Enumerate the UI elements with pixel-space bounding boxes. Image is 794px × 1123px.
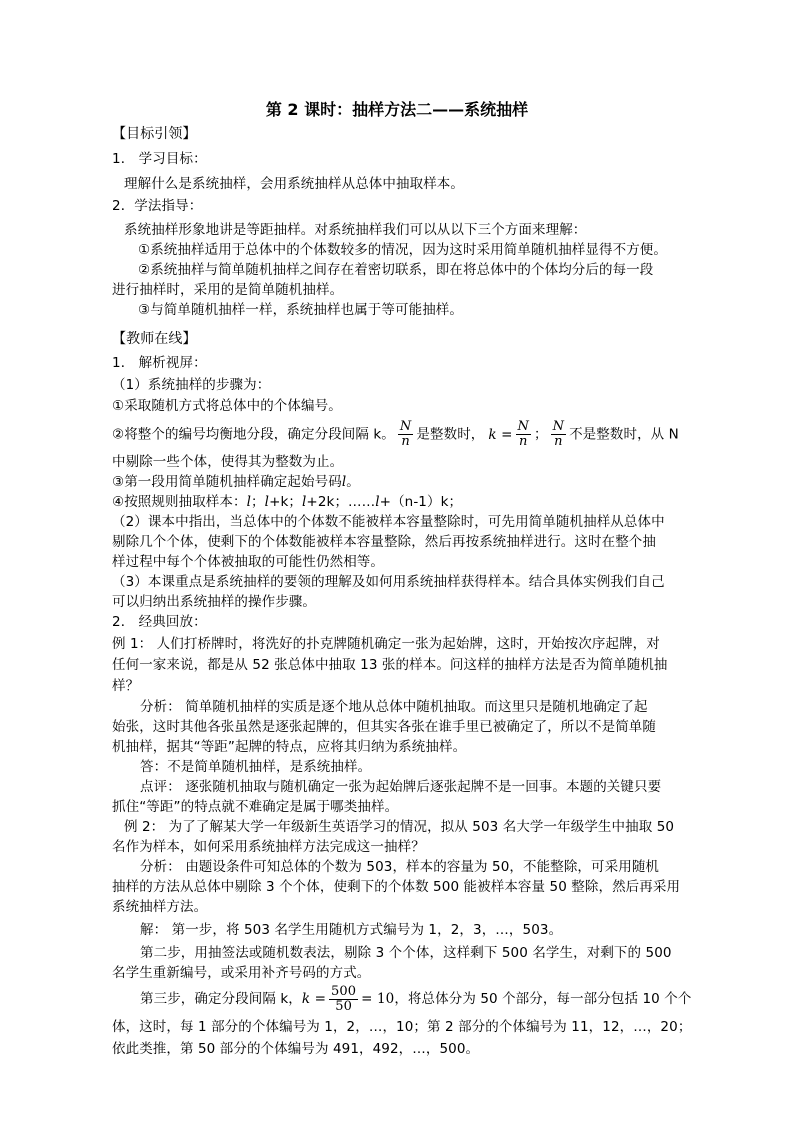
teacher-step-4: ④按照规则抽取样本：l；l+k；l+2k；……l+（n-1）k； — [112, 494, 463, 510]
example-2-line-2: 名作为样本，如何采用系统抽样方法完成这一抽样？ — [112, 839, 425, 855]
teacher-note-2-line-3: 样过程中每个个体被抽取的可能性仍然相等。 — [112, 554, 384, 570]
example-2-solution-step-1: 解： 第一步，将 503 名学生用随机方式编号为 1，2，3，…，503。 — [140, 922, 563, 938]
example-2-solution-step-2-cont: 名学生重新编号，或采用补齐号码的方式。 — [112, 965, 371, 981]
k-equals: k = — [488, 426, 513, 443]
goals-method-text: 系统抽样形象地讲是等距抽样。对系统抽样我们可以从以下三个方面来理解： — [124, 222, 587, 238]
goals-point-2-cont: 进行抽样时，采用的是简单随机抽样。 — [112, 282, 344, 298]
section-header-teacher: 【教师在线】 — [112, 331, 197, 347]
teacher-analysis-heading: 1． 解析视屏： — [112, 355, 207, 371]
example-2-analysis-2: 抽样的方法从总体中剔除 3 个个体，使剩下的个体数 500 能被样本容量 50 整除，然后再采用 — [112, 879, 681, 895]
teacher-step-2-cont: 中剔除一些个体，使得其为整数为止。 — [112, 454, 344, 470]
example-1-comment-2: 抓住“等距”的特点就不难确定是属于哪类抽样。 — [112, 799, 399, 815]
teacher-note-3-line-1: （3）本课重点是系统抽样的要领的理解及如何用系统抽样获得样本。结合具体实例我们自己 — [112, 574, 665, 590]
example-1-analysis-1: 分析： 简单随机抽样的实质是逐个地从总体中随机抽取。而这里只是随机地确定了起 — [140, 699, 648, 715]
example-2-solution-step-3-cont-2: 依此类推，第 50 部分的个体编号为 491，492，…，500。 — [112, 1041, 480, 1057]
goals-point-3: ③与简单随机抽样一样，系统抽样也属于等可能抽样。 — [138, 302, 464, 318]
section-header-goals: 【目标引领】 — [112, 126, 197, 142]
example-2-line-1: 例 2： 为了了解某大学一年级新生英语学习的情况，拟从 503 名大学一年级学生中抽取 50 — [124, 819, 675, 835]
teacher-step-1: ①采取随机方式将总体中的个体编号。 — [112, 398, 342, 414]
example-1-analysis-2: 始张，这时其他各张虽然是逐张起牌的，但其实各张在谁手里已被确定了，所以不是简单随 — [112, 719, 656, 735]
step-2-text-a: ②将整个的编号均衡地分段，确定分段间隔 k。 — [112, 426, 395, 443]
step-2-text-b: 是整数时， — [416, 426, 485, 443]
teacher-steps-heading: （1）系统抽样的步骤为： — [112, 377, 271, 393]
goals-method-heading: 2．学法指导： — [112, 198, 203, 214]
fraction-N-over-n-2: $\frac{N}{n}$ — [517, 419, 529, 449]
teacher-classic-heading: 2． 经典回放： — [112, 614, 207, 630]
teacher-step-2 — [112, 420, 679, 449]
example-2-solution-step-3-cont-1: 体，这时，每 1 部分的个体编号为 1，2，…，10；第 2 部分的个体编号为 11，12，…，20； — [112, 1019, 692, 1035]
page-title: 第 2 课时：抽样方法二——系统抽样 — [265, 100, 529, 119]
teacher-step-3: ③第一段用简单随机抽样确定起始号码l。 — [112, 474, 360, 490]
teacher-note-2-line-2: 剔除几个个体，使剩下的个体数能被样本容量整除，然后再按系统抽样进行。这时在整个抽 — [112, 534, 656, 550]
example-1-line-1: 例 1： 人们打桥牌时，将洗好的扑克牌随机确定一张为起始牌，这时，开始按次序起牌，对 — [112, 636, 660, 652]
goals-study-target-text: 理解什么是系统抽样，会用系统抽样从总体中抽取样本。 — [124, 176, 464, 192]
fraction-N-over-n-3: $\frac{N}{n}$ — [552, 419, 565, 449]
example-1-line-3: 样？ — [112, 678, 140, 694]
example-2-analysis-3: 系统抽样方法。 — [112, 899, 208, 915]
step-2-text-c: ； — [533, 426, 548, 443]
fraction-500-over-50: $\frac{500}{50}$ — [331, 983, 357, 1014]
step-2-text-d: 不是整数时，从 N — [569, 426, 679, 443]
teacher-note-3-line-2: 可以归纳出系统抽样的操作步骤。 — [112, 594, 316, 610]
example-2-solution-step-3: 第三步，确定分段间隔 k，k = $\frac{500}{50}$ = 10，将总体分为 50 个部分，每一部分包括 10 个个 — [140, 983, 692, 1014]
example-1-line-2: 任何一家来说，都是从 52 张总体中抽取 13 张的样本。问这样的抽样方法是否为简单随机抽 — [112, 657, 668, 673]
example-2-solution-step-2: 第二步，用抽签法或随机数表法，剔除 3 个个体，这样剩下 500 名学生，对剩下的 500 — [140, 945, 672, 961]
goals-point-1: ①系统抽样适用于总体中的个体数较多的情况，因为这时采用简单随机抽样显得不方便。 — [138, 242, 668, 258]
fraction-N-over-n: $\frac{N}{n}$ — [399, 419, 412, 449]
teacher-note-2-line-1: （2）课本中指出，当总体中的个体数不能被样本容量整除时，可先用简单随机抽样从总体中 — [112, 514, 665, 530]
example-1-analysis-3: 机抽样，据其“等距”起牌的特点，应将其归纳为系统抽样。 — [112, 739, 467, 755]
example-2-analysis-1: 分析： 由题设条件可知总体的个数为 503，样本的容量为 50，不能整除，可采用随机 — [140, 859, 660, 875]
goals-study-target-heading: 1． 学习目标： — [112, 151, 207, 167]
example-1-answer: 答：不是简单随机抽样，是系统抽样。 — [140, 759, 372, 775]
goals-point-2: ②系统抽样与简单随机抽样之间存在着密切联系，即在将总体中的个体均分后的每一段 — [138, 262, 654, 278]
example-1-comment-1: 点评： 逐张随机抽取与随机确定一张为起始牌后逐张起牌不是一回事。本题的关键只要 — [140, 779, 662, 795]
